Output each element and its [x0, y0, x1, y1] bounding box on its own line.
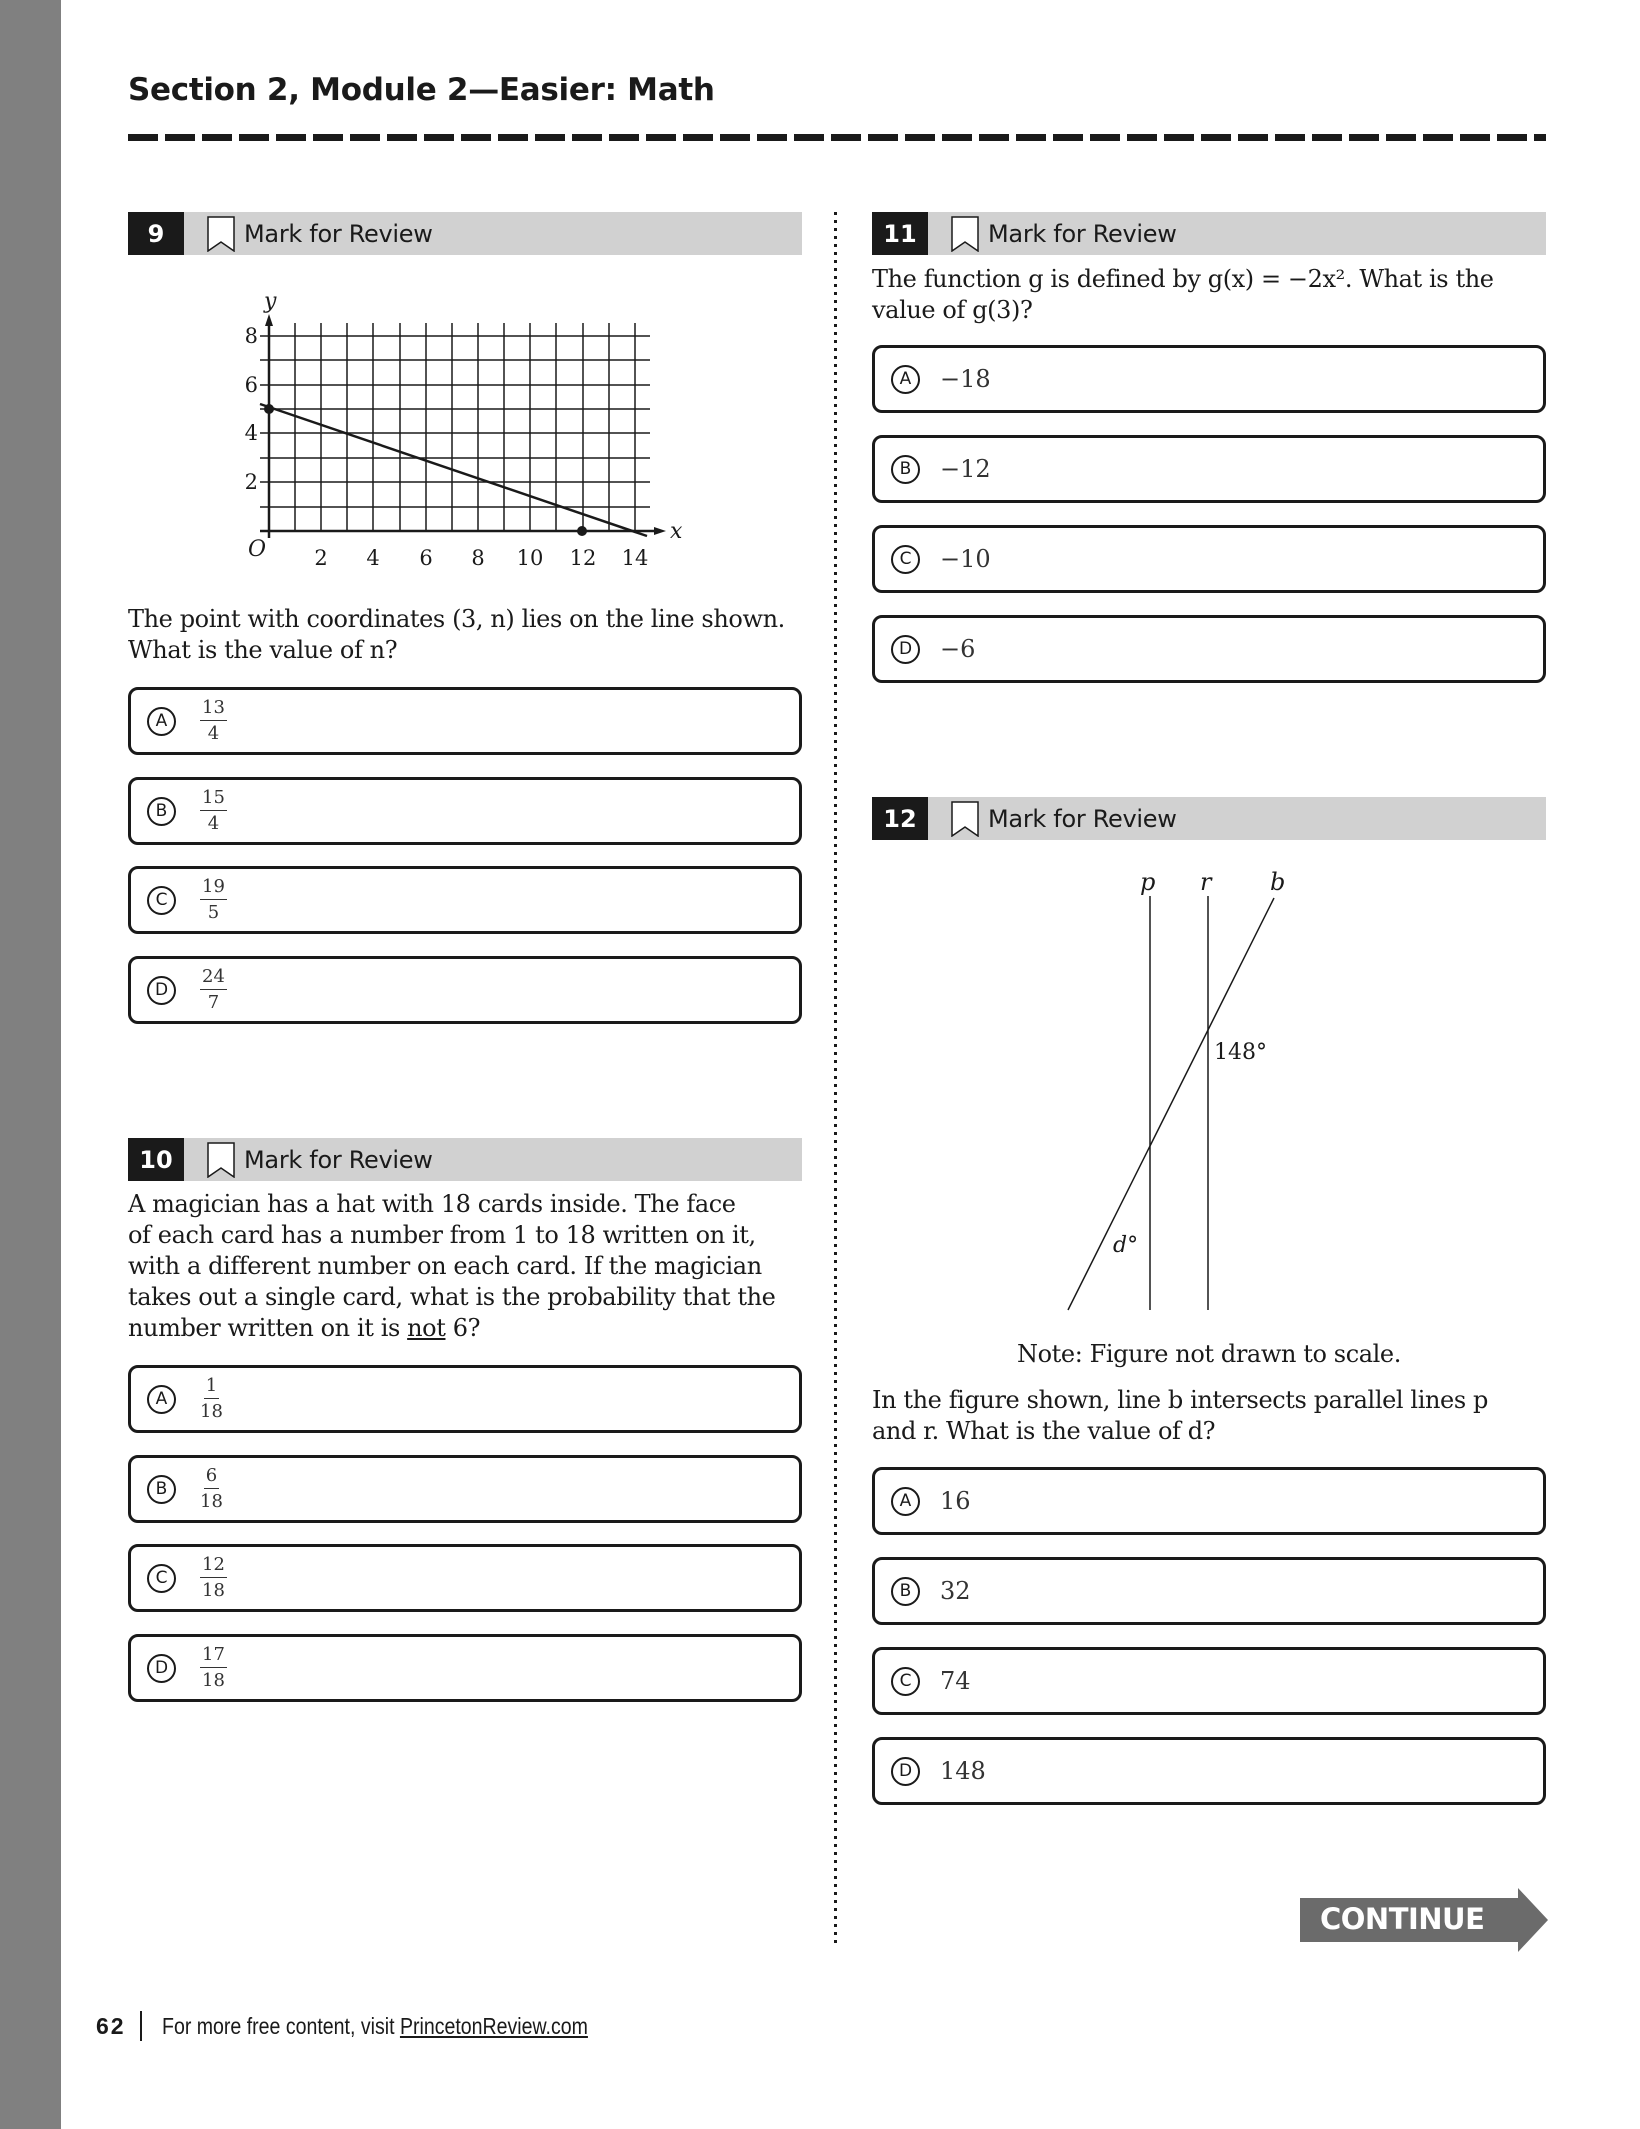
x-tick: 14	[621, 546, 649, 570]
q9-option-b[interactable]	[128, 777, 802, 845]
question-10-header	[128, 1138, 802, 1181]
x-tick: 10	[516, 546, 544, 570]
x-tick: 8	[471, 546, 485, 570]
bookmark-icon[interactable]	[951, 801, 979, 837]
option-letter: C	[147, 1564, 176, 1593]
option-fraction: $\frac{19}{5}$	[202, 876, 225, 923]
question-number: 10	[128, 1138, 184, 1181]
question-text-line: of each card has a number from 1 to 18 written on it,	[128, 1221, 756, 1249]
question-9-header	[128, 212, 802, 255]
q12-option-a[interactable]	[872, 1467, 1546, 1535]
q12-parallel-lines-figure	[1000, 860, 1400, 1325]
page-edge-bar	[0, 0, 61, 2129]
q9-option-d[interactable]	[128, 956, 802, 1024]
question-text-line: The function g is defined by g(x) = −2x². What is the	[872, 265, 1494, 293]
question-text-line: number written on it is not 6?	[128, 1314, 481, 1342]
q12-option-b[interactable]	[872, 1557, 1546, 1625]
option-fraction: $\frac{15}{4}$	[202, 787, 225, 834]
option-value: 148	[940, 1757, 986, 1785]
x-tick: 6	[419, 546, 433, 570]
option-letter: A	[147, 1385, 176, 1414]
q9-option-a[interactable]	[128, 687, 802, 755]
option-letter: C	[891, 1667, 920, 1696]
q12-option-c[interactable]	[872, 1647, 1546, 1715]
option-value: −18	[940, 365, 991, 393]
q12-option-d[interactable]	[872, 1737, 1546, 1805]
option-fraction: $\frac{6}{18}$	[200, 1465, 223, 1512]
mark-for-review-label[interactable]: Mark for Review	[988, 219, 1177, 248]
question-text-line: A magician has a hat with 18 cards inside. The face	[128, 1190, 736, 1218]
angle-148-label: 148°	[1214, 1040, 1267, 1065]
question-number: 12	[872, 797, 928, 840]
q10-option-c[interactable]	[128, 1544, 802, 1612]
option-value: 16	[940, 1487, 971, 1515]
option-letter: A	[891, 1487, 920, 1516]
q10-option-a[interactable]	[128, 1365, 802, 1433]
option-letter: D	[147, 976, 176, 1005]
option-letter: D	[891, 1757, 920, 1786]
q10-option-d[interactable]	[128, 1634, 802, 1702]
question-number: 11	[872, 212, 928, 255]
question-text-line: takes out a single card, what is the probability that the	[128, 1283, 776, 1311]
question-text-line: with a different number on each card. If the magician	[128, 1252, 762, 1280]
option-letter: A	[147, 707, 176, 736]
princeton-review-link[interactable]: PrincetonReview.com	[399, 2012, 588, 2039]
mark-for-review-label[interactable]: Mark for Review	[988, 804, 1177, 833]
option-letter: B	[147, 1475, 176, 1504]
option-value: 74	[940, 1667, 971, 1695]
y-tick: 4	[244, 421, 258, 445]
question-9-text	[128, 604, 818, 666]
question-11-header	[872, 212, 1546, 255]
option-value: −6	[940, 635, 976, 663]
page-footer	[96, 2011, 663, 2041]
footer-text: For more free content, visit PrincetonReview.com	[161, 2012, 588, 2039]
emphasis-not: not	[407, 1314, 446, 1342]
y-axis-label: y	[264, 289, 277, 314]
question-11-text	[872, 264, 1562, 326]
mark-for-review-label[interactable]: Mark for Review	[244, 1145, 433, 1174]
option-letter: C	[891, 545, 920, 574]
option-letter: B	[147, 797, 176, 826]
bookmark-icon[interactable]	[951, 216, 979, 252]
y-tick: 8	[244, 324, 258, 348]
option-letter: B	[891, 455, 920, 484]
footer-separator	[140, 2011, 142, 2041]
x-tick: 12	[569, 546, 597, 570]
line-p-label: p	[1140, 868, 1156, 896]
q11-option-b[interactable]	[872, 435, 1546, 503]
option-fraction: $\frac{24}{7}$	[202, 966, 225, 1013]
option-letter: A	[891, 365, 920, 394]
option-fraction: $\frac{12}{18}$	[202, 1554, 225, 1601]
question-10-text	[128, 1189, 818, 1344]
x-tick: 4	[366, 546, 380, 570]
question-number: 9	[128, 212, 184, 255]
mark-for-review-label[interactable]: Mark for Review	[244, 219, 433, 248]
option-fraction: $\frac{17}{18}$	[202, 1644, 225, 1691]
line-r-label: r	[1200, 868, 1212, 896]
q11-option-a[interactable]	[872, 345, 1546, 413]
option-letter: D	[891, 635, 920, 664]
q10-option-b[interactable]	[128, 1455, 802, 1523]
question-text-line: In the figure shown, line b intersects parallel lines p	[872, 1386, 1488, 1414]
q11-option-d[interactable]	[872, 615, 1546, 683]
question-text-line: What is the value of n?	[128, 636, 398, 664]
question-12-header	[872, 797, 1546, 840]
origin-label: O	[248, 537, 267, 562]
option-value: 32	[940, 1577, 971, 1605]
page-number: 62	[96, 2012, 126, 2039]
question-text-line: The point with coordinates (3, n) lies on the line shown.	[128, 605, 785, 633]
option-value: −10	[940, 545, 991, 573]
x-tick: 2	[314, 546, 328, 570]
option-letter: D	[147, 1654, 176, 1683]
q9-option-c[interactable]	[128, 866, 802, 934]
q9-coordinate-graph	[220, 270, 700, 585]
option-fraction: $\frac{13}{4}$	[202, 697, 225, 744]
y-tick: 6	[244, 373, 258, 397]
title-dashed-rule	[128, 134, 1546, 141]
option-letter: C	[147, 886, 176, 915]
x-axis-label: x	[670, 519, 683, 544]
option-letter: B	[891, 1577, 920, 1606]
option-fraction: $\frac{1}{18}$	[200, 1375, 223, 1422]
figure-note: Note: Figure not drawn to scale.	[1017, 1340, 1401, 1368]
question-text-line: value of g(3)?	[872, 296, 1033, 324]
page-title: Section 2, Module 2—Easier: Math	[128, 72, 715, 108]
y-tick: 2	[244, 470, 258, 494]
q11-option-c[interactable]	[872, 525, 1546, 593]
continue-label: CONTINUE	[1320, 1902, 1485, 1936]
bookmark-icon[interactable]	[207, 216, 235, 252]
continue-button[interactable]	[1300, 1888, 1548, 1952]
question-12-text	[872, 1385, 1562, 1447]
option-value: −12	[940, 455, 991, 483]
question-text-line: and r. What is the value of d?	[872, 1417, 1216, 1445]
angle-d-label: d°	[1113, 1233, 1139, 1258]
line-b-label: b	[1270, 868, 1286, 896]
column-divider	[834, 212, 837, 1948]
bookmark-icon[interactable]	[207, 1142, 235, 1178]
